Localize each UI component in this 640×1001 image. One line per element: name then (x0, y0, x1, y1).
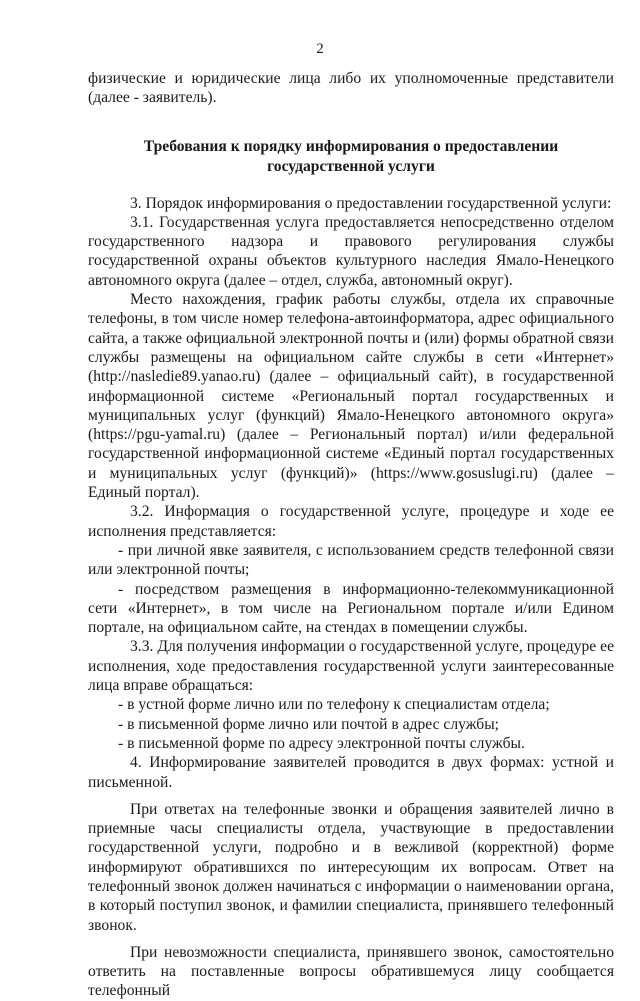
continuation-paragraph: физические и юридические лица либо их уполномоченные представители (далее - заявитель). (88, 70, 614, 107)
list-item-written-email: - в письменной форме по адресу электронной почты службы. (118, 734, 525, 752)
page-number: 2 (316, 41, 324, 57)
document-body (88, 69, 614, 1001)
list-item-oral: - в устной форме лично или по телефону к специалистам отдела; (118, 696, 550, 714)
list-item-personal: - при личной явке заявителя, с использованием средств телефонной связи или электронной почты; (88, 541, 614, 579)
paragraph-3-2: 3.2. Информация о государственной услуге, процедуре и ходе ее исполнения представляется: (88, 503, 614, 540)
paragraph-phone-calls: При ответах на телефонные звонки и обращения заявителей лично в приемные часы специалисты отдела, участвующие в предоставлении государственной услуги, подробно и в вежливой (корректной) форме информируют обратившихся по интересующим их вопросам. Ответ на телефонный звонок должен начинаться с информации о наименовании органа, в который поступил звонок, и фамилии специалиста, принявшего телефонный звонок. (88, 800, 614, 934)
paragraph-unable-answer: При невозможности специалиста, принявшего звонок, самостоятельно ответить на поставленные вопросы обратившемуся лицу сообщается телефонный (88, 943, 614, 1000)
section-title: Требования к порядку информирования о предоставлении государственной услуги (143, 137, 559, 175)
paragraph-3-3: 3.3. Для получения информации о государственной услуге, процедуре ее исполнения, ходе предоставления государственной услуги заинтересованные лица вправе обращаться: (88, 638, 614, 695)
paragraph-3: 3. Порядок информирования о предоставлении государственной услуги: (130, 194, 612, 212)
paragraph-3-1: 3.1. Государственная услуга предоставляется непосредственно отделом государственного надзора и правового регулирования службы государственной охраны объектов культурного наследия Ямало-Ненецкого автономного округа (далее – отдел, служба, автономный округ). (88, 213, 614, 289)
list-item-written-post: - в письменной форме лично или почтой в адрес службы; (118, 715, 500, 733)
list-item-internet: - посредством размещения в информационно-телекоммуникационной сети «Интернет», в том числе на Региональном портале и/или Едином портале, на официальном сайте, на стендах в помещении службы. (88, 580, 614, 637)
paragraph-4: 4. Информирование заявителей проводится в двух формах: устной и письменной. (88, 754, 614, 791)
paragraph-location: Место нахождения, график работы службы, отдела их справочные телефоны, в том числе номер телефона-автоинформатора, адрес официального сайта, а также официальной электронной почты и (или) формы обратной связи службы размещены на официальном сайте службы в сети «Интернет» (http://nasledie89.yanao.ru) (далее – официальный сайт), в государственной информационной системе «Региональный портал государственных и муниципальных услуг (функций) Ямало-Ненецкого автономного округа» (https://pgu-yamal.ru) (далее – Региональный портал) и/или федеральной государственной информационной системе «Единый портал государственных и муниципальных услуг (функций)» (https://www.gosuslugi.ru) (далее – Единый портал). (88, 291, 614, 502)
